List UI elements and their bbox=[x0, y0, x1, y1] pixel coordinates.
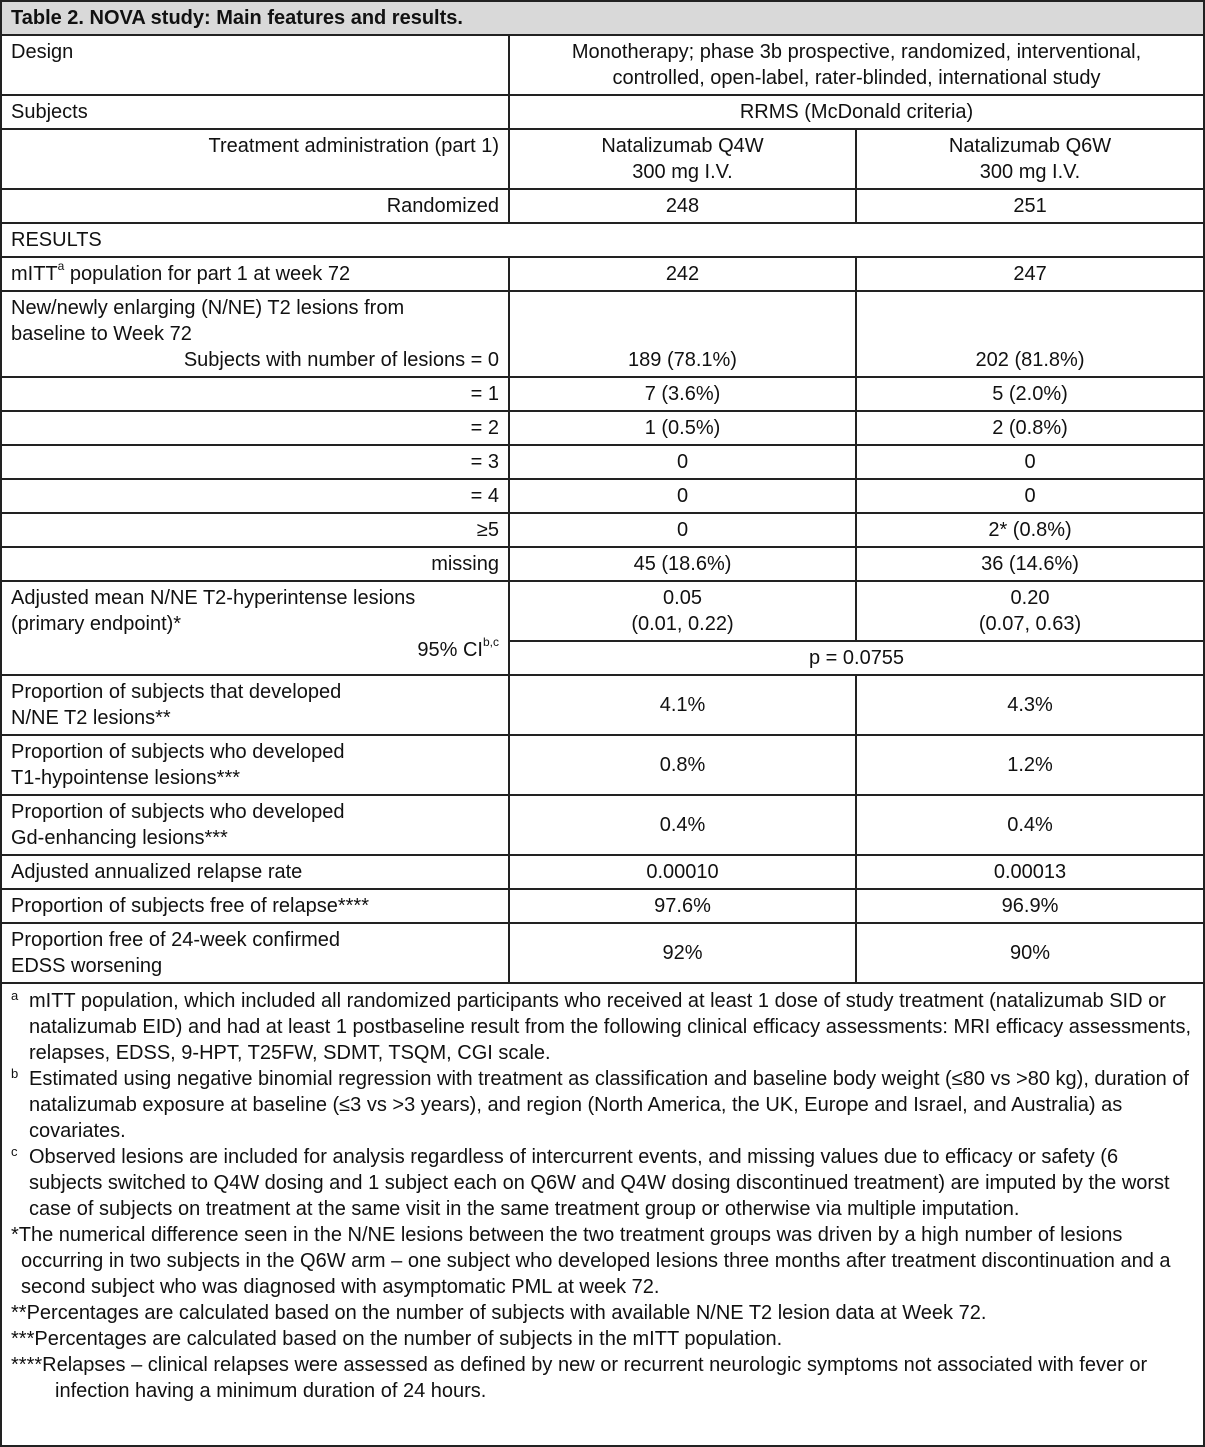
outcome-arm2: 4.3% bbox=[856, 675, 1203, 735]
footnote-star-2: **Percentages are calculated based on the number of subjects with available N/NE T2 lesion data at Week 72. bbox=[11, 1302, 987, 1324]
lesions-arm2: 2 (0.8%) bbox=[856, 411, 1203, 445]
lesions-row-label: missing bbox=[2, 547, 509, 581]
adjusted-mean-label-line1: Adjusted mean N/NE T2-hyperintense lesions bbox=[11, 587, 416, 609]
mitt-footnote-mark: a bbox=[57, 259, 65, 274]
footnote-star-1: *The numerical difference seen in the N/NE lesions between the two treatment groups was driven by a high number of lesions occurring in two subjects in the Q6W arm – one subject who developed lesions three months after treatment discontinuation and a second subject who was diagnosed with asymptomatic PML at week 72. bbox=[11, 1224, 1171, 1298]
table-title-row bbox=[2, 1, 1203, 35]
design-value bbox=[509, 35, 1203, 95]
outcome-label-line1: Proportion of subjects who developed bbox=[11, 801, 345, 823]
lesions-row-label: = 2 bbox=[2, 411, 509, 445]
adjusted-mean-arm2-ci: (0.07, 0.63) bbox=[978, 613, 1082, 635]
outcome-arm1: 0.00010 bbox=[509, 855, 856, 889]
lesions-row-label: Subjects with number of lesions = 0 bbox=[183, 349, 499, 371]
treatment-arm2-dose: 300 mg I.V. bbox=[979, 161, 1081, 183]
results-header: RESULTS bbox=[2, 223, 1203, 257]
outcome-row-5 bbox=[2, 923, 1203, 983]
lesions-arm2: 5 (2.0%) bbox=[856, 377, 1203, 411]
design-value-line2: controlled, open-label, rater-blinded, international study bbox=[612, 67, 1101, 89]
lesions-arm1: 45 (18.6%) bbox=[509, 547, 856, 581]
subjects-label: Subjects bbox=[2, 95, 509, 129]
outcome-row-2 bbox=[2, 795, 1203, 855]
outcome-row-0 bbox=[2, 675, 1203, 735]
outcome-arm2: 96.9% bbox=[856, 889, 1203, 923]
lesions-heading-line2: baseline to Week 72 bbox=[11, 323, 192, 345]
outcome-label-line2: EDSS worsening bbox=[11, 955, 163, 977]
design-value-line1: Monotherapy; phase 3b prospective, randomized, interventional, bbox=[571, 41, 1142, 63]
outcome-arm1: 92% bbox=[509, 923, 856, 983]
lesions-row-label: = 1 bbox=[2, 377, 509, 411]
treatment-arm2 bbox=[856, 129, 1203, 189]
mitt-label-post: population for part 1 at week 72 bbox=[64, 263, 351, 285]
footnotes bbox=[2, 984, 1203, 1408]
subjects-value: RRMS (McDonald criteria) bbox=[509, 95, 1203, 129]
lesions-row-label: ≥5 bbox=[2, 513, 509, 547]
lesions-arm2: 0 bbox=[856, 479, 1203, 513]
mitt-label bbox=[2, 257, 509, 291]
treatment-arm1-name: Natalizumab Q4W bbox=[601, 135, 764, 157]
adjusted-mean-arm1-value: 0.05 bbox=[663, 587, 702, 609]
footnote-c bbox=[11, 1144, 1194, 1222]
outcome-label: Proportion of subjects free of relapse**** bbox=[2, 889, 509, 923]
results-header-row bbox=[2, 223, 1203, 257]
mitt-row bbox=[2, 257, 1203, 291]
adjusted-mean-label-line2: (primary endpoint)* bbox=[11, 613, 182, 635]
adjusted-mean-arm2-value: 0.20 bbox=[1010, 587, 1050, 609]
ci-footnote-mark: b,c bbox=[482, 635, 499, 650]
outcome-arm2: 90% bbox=[856, 923, 1203, 983]
outcome-label-line1: Proportion of subjects that developed bbox=[11, 681, 342, 703]
mitt-arm2: 247 bbox=[856, 257, 1203, 291]
lesions-row-5 bbox=[2, 513, 1203, 547]
design-label: Design bbox=[2, 35, 509, 95]
outcome-label bbox=[2, 675, 509, 735]
lesions-row-6 bbox=[2, 547, 1203, 581]
treatment-label: Treatment administration (part 1) bbox=[2, 129, 509, 189]
footnote-b-text: Estimated using negative binomial regression with treatment as classification and baseline body weight (≤80 vs >80 kg), duration of natalizumab exposure at baseline (≤3 vs >3 years), and region (North America, the UK, Europe and Israel, and Australia) as covariates. bbox=[29, 1068, 1189, 1142]
mitt-arm1: 242 bbox=[509, 257, 856, 291]
lesions-heading bbox=[2, 291, 509, 377]
outcome-row-1 bbox=[2, 735, 1203, 795]
outcome-arm2: 0.00013 bbox=[856, 855, 1203, 889]
outcome-label bbox=[2, 923, 509, 983]
footnote-a-mark: a bbox=[11, 988, 19, 1003]
lesions-heading-line1: New/newly enlarging (N/NE) T2 lesions from bbox=[11, 297, 405, 319]
lesions-row-label: = 3 bbox=[2, 445, 509, 479]
lesions-row-2 bbox=[2, 411, 1203, 445]
treatment-arm1-dose: 300 mg I.V. bbox=[632, 161, 733, 183]
adjusted-mean-arm2 bbox=[856, 581, 1203, 641]
randomized-row bbox=[2, 189, 1203, 223]
outcome-arm2: 1.2% bbox=[856, 735, 1203, 795]
outcome-label-line2: Gd-enhancing lesions*** bbox=[11, 827, 228, 849]
lesions-arm1: 0 bbox=[509, 479, 856, 513]
lesions-arm2: 2* (0.8%) bbox=[856, 513, 1203, 547]
subjects-row bbox=[2, 95, 1203, 129]
footnote-a bbox=[11, 988, 1194, 1066]
treatment-arm1 bbox=[509, 129, 856, 189]
outcome-arm1: 0.8% bbox=[509, 735, 856, 795]
outcome-label: Adjusted annualized relapse rate bbox=[2, 855, 509, 889]
outcome-label bbox=[2, 735, 509, 795]
outcome-row-3 bbox=[2, 855, 1203, 889]
outcome-arm1: 97.6% bbox=[509, 889, 856, 923]
randomized-label: Randomized bbox=[2, 189, 509, 223]
lesions-row-label: = 4 bbox=[2, 479, 509, 513]
lesions-row-3 bbox=[2, 445, 1203, 479]
outcome-label bbox=[2, 795, 509, 855]
ci-label bbox=[11, 637, 499, 663]
p-value: p = 0.0755 bbox=[509, 641, 1203, 675]
lesions-arm2: 0 bbox=[856, 445, 1203, 479]
footnote-b-mark: b bbox=[11, 1066, 19, 1081]
lesions-arm1: 1 (0.5%) bbox=[509, 411, 856, 445]
lesions-arm1: 7 (3.6%) bbox=[509, 377, 856, 411]
footnote-star-3: ***Percentages are calculated based on the number of subjects in the mITT population. bbox=[11, 1328, 783, 1350]
outcome-arm1: 0.4% bbox=[509, 795, 856, 855]
lesions-arm1: 0 bbox=[509, 513, 856, 547]
adjusted-mean-row bbox=[2, 581, 1203, 641]
adjusted-mean-label bbox=[2, 581, 509, 675]
footnote-c-text: Observed lesions are included for analysis regardless of intercurrent events, and missing values due to efficacy or safety (6 subjects switched to Q4W dosing and 1 subject each on Q6W and Q4W dosing discontinued treatment) are imputed by the worst case of subjects on treatment at the same visit in the same treatment group or otherwise via multiple imputation. bbox=[29, 1146, 1170, 1220]
randomized-arm1: 248 bbox=[509, 189, 856, 223]
outcome-label-line1: Proportion of subjects who developed bbox=[11, 741, 345, 763]
lesions-row-1 bbox=[2, 377, 1203, 411]
mitt-label-pre: mITT bbox=[11, 263, 58, 285]
outcome-label-line2: N/NE T2 lesions** bbox=[11, 707, 171, 729]
table-title: Table 2. NOVA study: Main features and results. bbox=[2, 1, 1203, 35]
adjusted-mean-arm1-ci: (0.01, 0.22) bbox=[631, 613, 734, 635]
outcome-arm1: 4.1% bbox=[509, 675, 856, 735]
results-table bbox=[2, 0, 1203, 984]
adjusted-mean-arm1 bbox=[509, 581, 856, 641]
design-row bbox=[2, 35, 1203, 95]
ci-label-text: 95% CI bbox=[417, 639, 483, 661]
outcome-arm2: 0.4% bbox=[856, 795, 1203, 855]
lesions-arm2: 36 (14.6%) bbox=[856, 547, 1203, 581]
footnote-b bbox=[11, 1066, 1194, 1144]
footnote-c-mark: c bbox=[11, 1144, 18, 1159]
lesions-row-4 bbox=[2, 479, 1203, 513]
footnote-a-text: mITT population, which included all randomized participants who received at least 1 dose of study treatment (natalizumab SID or natalizumab EID) and had at least 1 postbaseline result from the following clinical efficacy assessments: MRI efficacy assessments, relapses, EDSS, 9-HPT, T25FW, SDMT, TSQM, CGI scale. bbox=[29, 990, 1192, 1064]
treatment-row bbox=[2, 129, 1203, 189]
lesions-row-0 bbox=[2, 291, 1203, 377]
lesions-arm2: 202 (81.8%) bbox=[856, 291, 1203, 377]
lesions-arm1: 0 bbox=[509, 445, 856, 479]
footnote-star-4: ****Relapses – clinical relapses were assessed as defined by new or recurrent neurologic symptoms not associated with fever or infection having a minimum duration of 24 hours. bbox=[11, 1354, 1148, 1402]
outcome-row-4 bbox=[2, 889, 1203, 923]
outcome-label-line1: Proportion free of 24-week confirmed bbox=[11, 929, 341, 951]
lesions-arm1: 189 (78.1%) bbox=[509, 291, 856, 377]
randomized-arm2: 251 bbox=[856, 189, 1203, 223]
outcome-label-line2: T1-hypointense lesions*** bbox=[11, 767, 241, 789]
treatment-arm2-name: Natalizumab Q6W bbox=[948, 135, 1112, 157]
